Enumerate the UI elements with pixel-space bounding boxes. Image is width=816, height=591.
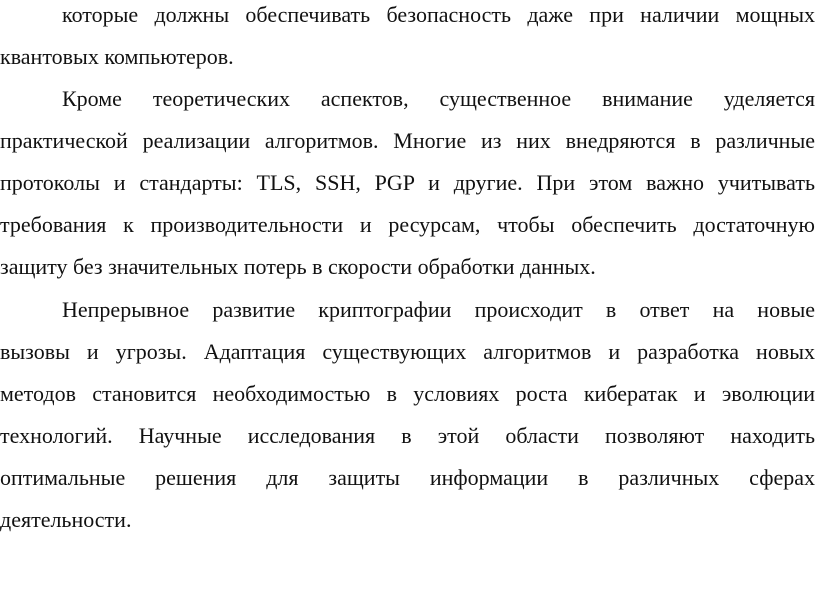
- paragraph-1-line-1: которые должны обеспечивать безопасность даже при наличии мощных: [62, 2, 815, 27]
- paragraph-3-line-1: Непрерывное развитие криптографии происходит в ответ на новые: [62, 297, 815, 322]
- paragraph-3-line-4: технологий. Научные исследования в этой области позволяют находить: [0, 423, 815, 448]
- paragraph-2-line-2: практической реализации алгоритмов. Многие из них внедряются в различные: [0, 128, 815, 153]
- paragraph-3-line-6: деятельности.: [0, 507, 132, 532]
- paragraph-3-line-5: оптимальные решения для защиты информации в различных сферах: [0, 465, 815, 490]
- paragraph-2-line-5: защиту без значительных потерь в скорости обработки данных.: [0, 254, 596, 279]
- paragraph-3-line-3: методов становится необходимостью в условиях роста кибератак и эволюции: [0, 381, 815, 406]
- paragraph-2-line-1: Кроме теоретических аспектов, существенное внимание уделяется: [62, 86, 815, 111]
- paragraph-2-line-3: протоколы и стандарты: TLS, SSH, PGP и другие. При этом важно учитывать: [0, 170, 815, 195]
- paragraph-1-line-2: квантовых компьютеров.: [0, 44, 234, 69]
- paragraph-2-line-4: требования к производительности и ресурсам, чтобы обеспечить достаточную: [0, 212, 815, 237]
- paragraph-3-line-2: вызовы и угрозы. Адаптация существующих алгоритмов и разработка новых: [0, 339, 815, 364]
